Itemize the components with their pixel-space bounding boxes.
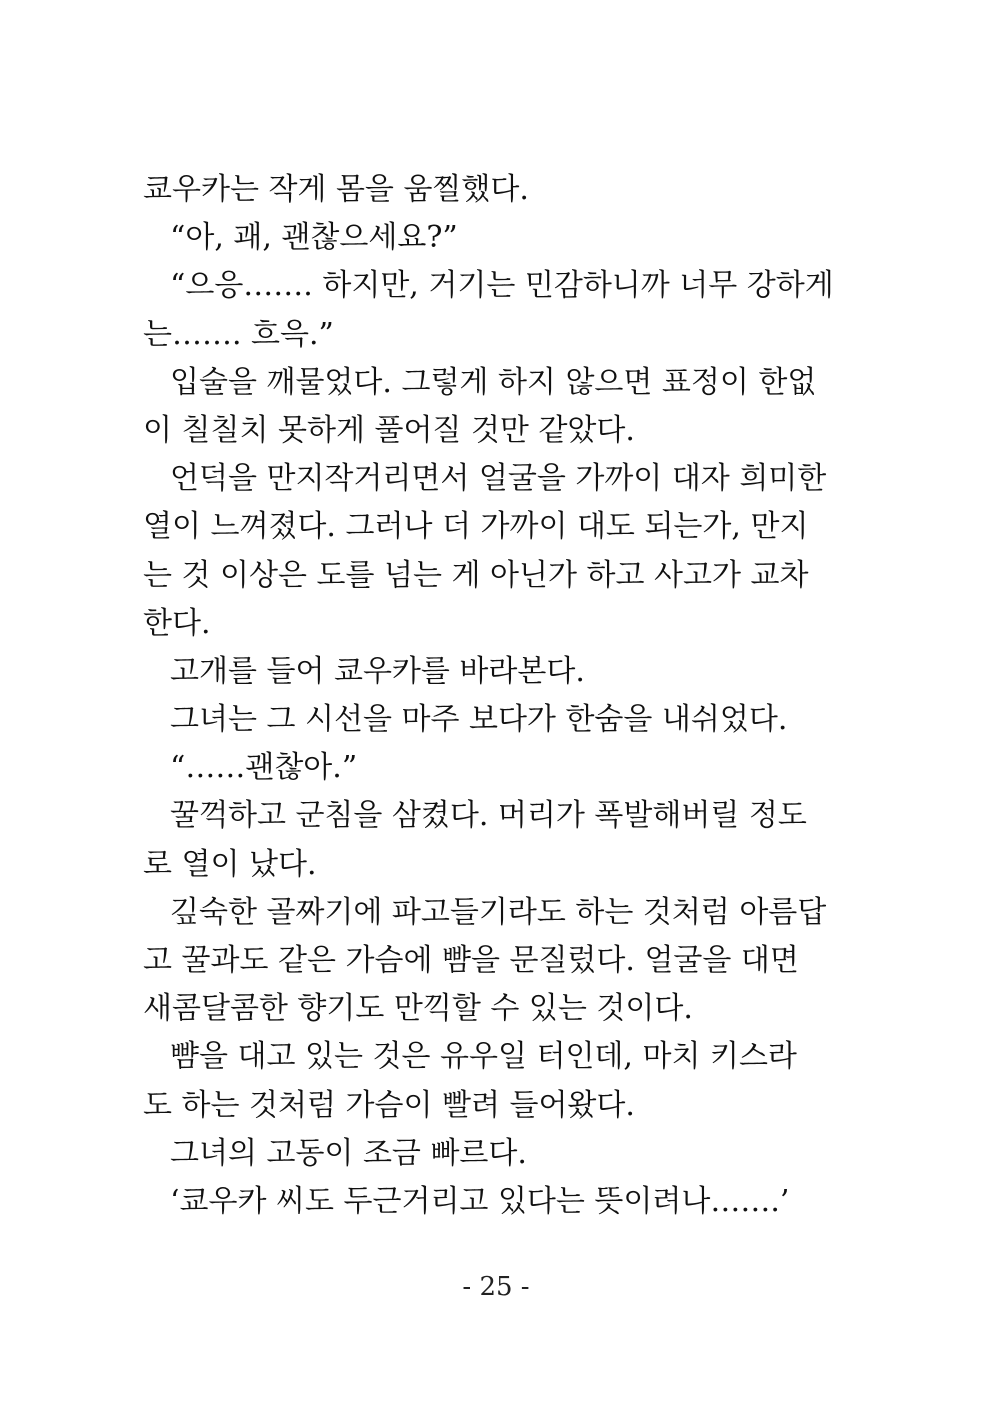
text-line-9: 는 것 이상은 도를 넘는 게 아닌가 하고 사고가 교차 [143, 557, 809, 593]
text-line-18: 새콤달콤한 향기도 만끽할 수 있는 것이다. [143, 991, 693, 1027]
page-number: - 25 - [462, 1272, 530, 1302]
body-text [143, 166, 855, 1226]
text-line-4: 는……. 흐윽.” [143, 316, 334, 352]
text-line-7: 언덕을 만지작거리면서 얼굴을 가까이 대자 희미한 [170, 461, 827, 497]
text-line-22: ‘쿄우카 씨도 두근거리고 있다는 뜻이려나…….’ [170, 1183, 790, 1219]
text-line-19: 뺨을 대고 있는 것은 유우일 터인데, 마치 키스라 [170, 1039, 797, 1075]
text-line-15: 로 열이 났다. [143, 846, 317, 882]
text-line-14: 꿀꺽하고 군침을 삼켰다. 머리가 폭발해버릴 정도 [170, 798, 807, 834]
text-line-12: 그녀는 그 시선을 마주 보다가 한숨을 내쉬었다. [170, 702, 788, 738]
text-line-20: 도 하는 것처럼 가슴이 빨려 들어왔다. [143, 1087, 635, 1123]
text-line-10: 한다. [143, 605, 211, 641]
text-line-13: “……괜찮아.” [170, 750, 358, 786]
text-line-3: “으응……. 하지만, 거기는 민감하니까 너무 강하게 [170, 268, 834, 304]
text-line-8: 열이 느껴졌다. 그러나 더 가까이 대도 되는가, 만지 [143, 509, 809, 545]
text-line-2: “아, 괘, 괜찮으세요?” [170, 220, 458, 256]
text-line-16: 깊숙한 골짜기에 파고들기라도 하는 것처럼 아름답 [170, 894, 827, 930]
text-line-6: 이 칠칠치 못하게 풀어질 것만 같았다. [143, 412, 635, 448]
text-line-5: 입술을 깨물었다. 그렇게 하지 않으면 표정이 한없 [170, 364, 817, 400]
text-line-21: 그녀의 고동이 조금 빠르다. [170, 1135, 527, 1171]
text-line-11: 고개를 들어 쿄우카를 바라본다. [170, 653, 585, 689]
text-line-17: 고 꿀과도 같은 가슴에 뺨을 문질렀다. 얼굴을 대면 [143, 943, 799, 978]
text-line-1: 쿄우카는 작게 몸을 움찔했다. [143, 172, 529, 207]
